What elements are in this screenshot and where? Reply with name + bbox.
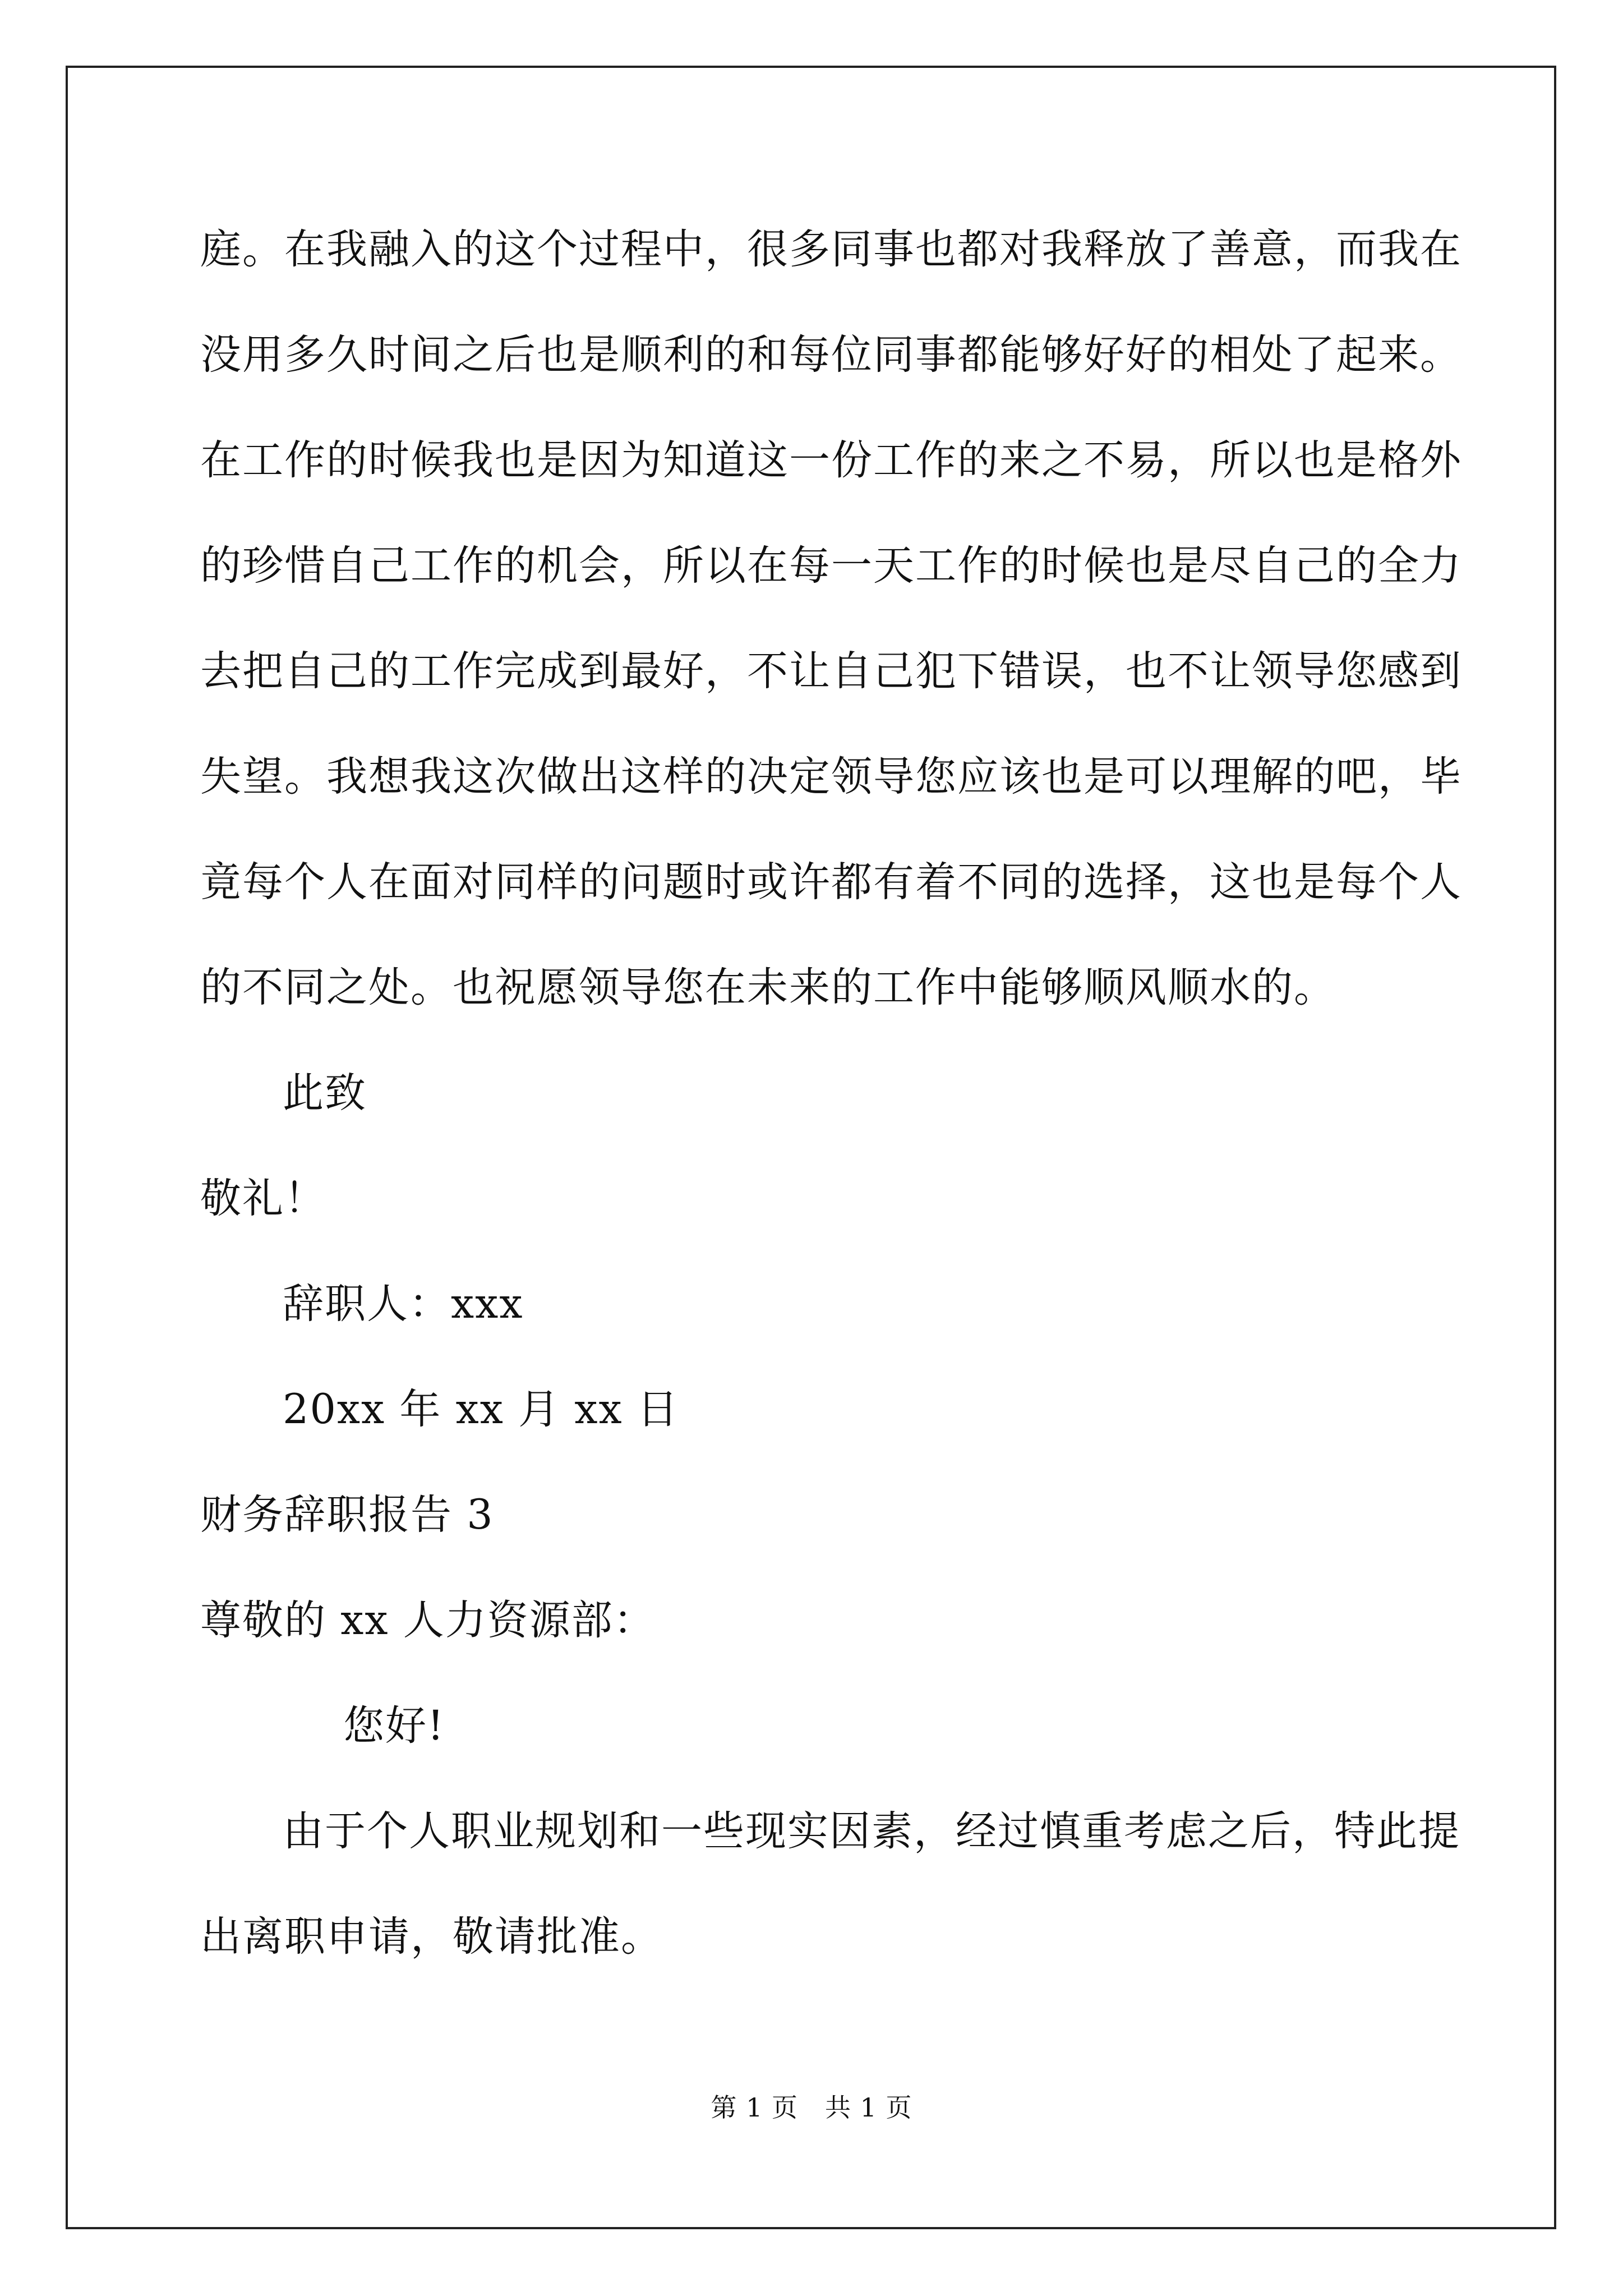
page-number-current: 第 1 页 [711, 2092, 798, 2123]
salute-line: 敬礼！ [200, 1175, 326, 1222]
paragraph-line: 没用多久时间之后也是顺利的和每位同事都能够好好的相处了起来。 [200, 331, 1462, 379]
paragraph-line: 的珍惜自己工作的机会，所以在每一天工作的时候也是尽自己的全力 [200, 542, 1462, 590]
paragraph-line: 由于个人职业规划和一些现实因素，经过慎重考虑之后，特此提 [283, 1807, 1460, 1855]
paragraph-line: 庭。在我融入的这个过程中，很多同事也都对我释放了善意，而我在 [200, 226, 1462, 273]
paragraph-line: 出离职申请，敬请批准。 [200, 1913, 663, 1961]
paragraph-line: 在工作的时候我也是因为知道这一份工作的来之不易，所以也是格外 [200, 436, 1462, 484]
paragraph-line: 竟每个人在面对同样的问题时或许都有着不同的选择，这也是每个人 [200, 858, 1462, 906]
section-title: 财务辞职报告 3 [200, 1491, 494, 1539]
document-body [200, 222, 1462, 2014]
date-line: 20xx 年 xx 月 xx 日 [283, 1386, 679, 1433]
paragraph-line: 去把自己的工作完成到最好，不让自己犯下错误，也不让领导您感到 [200, 647, 1462, 695]
addressee-line: 尊敬的 xx 人力资源部： [200, 1596, 656, 1644]
closing-line: 此致 [283, 1069, 367, 1117]
paragraph-line: 失望。我想我这次做出这样的决定领导您应该也是可以理解的吧，毕 [200, 753, 1462, 800]
paragraph-line: 的不同之处。也祝愿领导您在未来的工作中能够顺风顺水的。 [200, 964, 1336, 1011]
signer-line: 辞职人：xxx [283, 1280, 524, 1328]
greeting-line: 您好! [343, 1702, 445, 1750]
page-footer [0, 2091, 1623, 2124]
page-number-total: 共 1 页 [825, 2092, 912, 2123]
